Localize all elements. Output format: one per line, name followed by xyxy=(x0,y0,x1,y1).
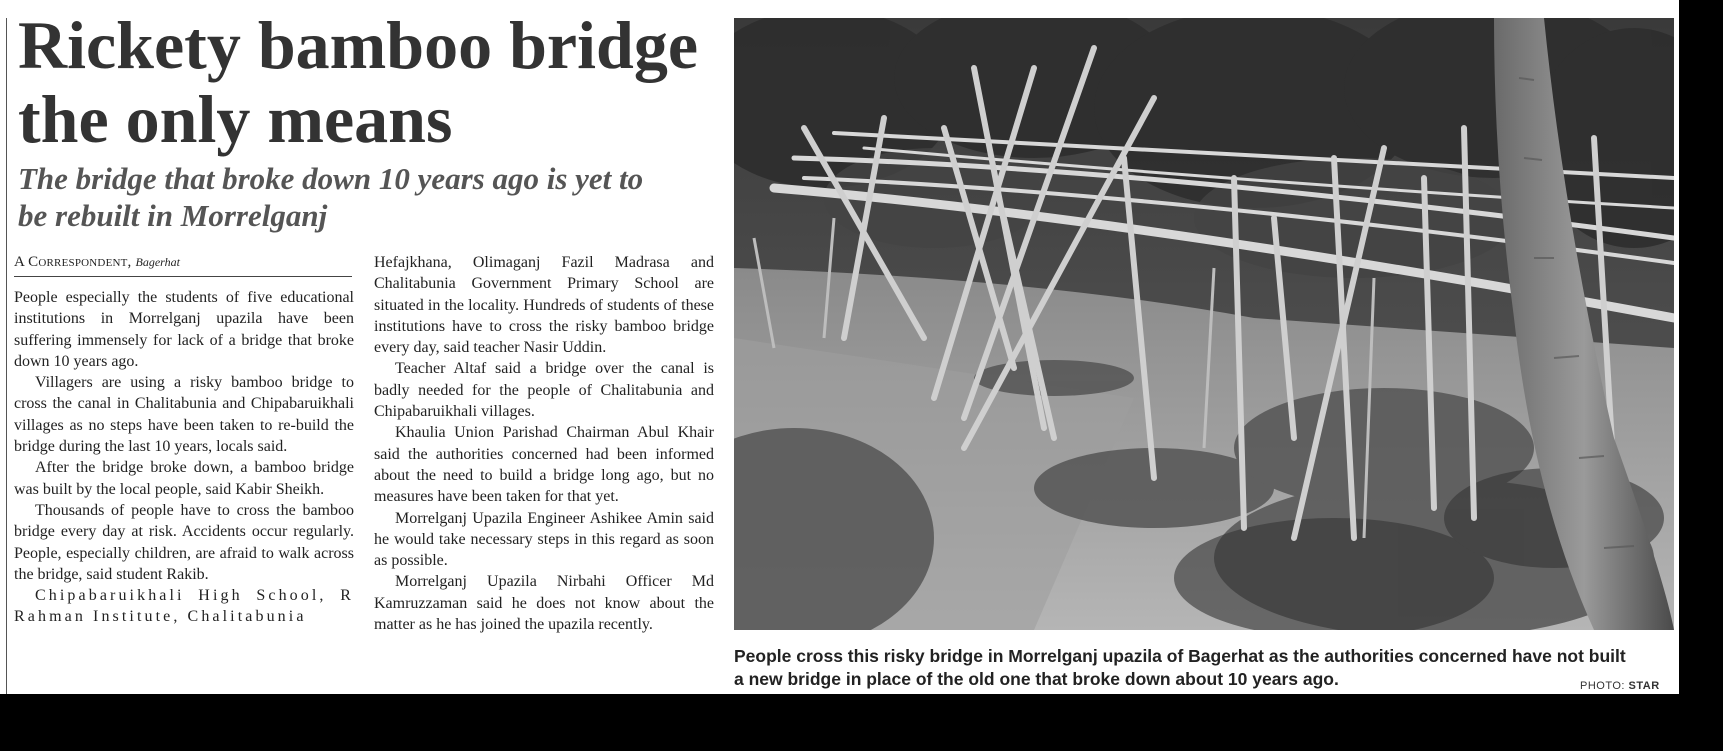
paragraph: Morrelganj Upazila Engineer Ashikee Amin said he would take necessary steps in this regard as soon as possible. xyxy=(374,509,714,570)
byline-place: Bagerhat xyxy=(135,255,180,269)
left-column-rule xyxy=(6,18,7,694)
article-column-2 xyxy=(374,252,714,694)
photo-credit-prefix: PHOTO: xyxy=(1580,680,1625,692)
subheadline-line-1: The bridge that broke down 10 years ago is yet to xyxy=(18,161,644,196)
paragraph: Morrelganj Upazila Nirbahi Officer Md Kamruzzaman said he does not know about the matter as he has joined the upazila recently. xyxy=(374,573,714,634)
photo-credit xyxy=(1580,680,1660,692)
right-page-edge xyxy=(1679,0,1683,694)
paragraph: Villagers are using a risky bamboo bridge to cross the canal in Chalitabunia and Chipabaruikhali villages as no steps have been taken to re-build the bridge during the last 10 years, locals said. xyxy=(14,374,354,456)
paragraph: Hefajkhana, Olimaganj Fazil Madrasa and Chalitabunia Government Primary School are situated in the locality. Hundreds of students of these institutions have to cross the risky bamboo bridge every day, said teacher Nasir Uddin. xyxy=(374,254,714,357)
photo-credit-source: STAR xyxy=(1628,680,1660,692)
headline xyxy=(18,8,738,156)
paragraph: Chipabaruikhali High School, R Rahman Institute, Chalitabunia xyxy=(14,587,354,626)
article-column-1 xyxy=(14,287,354,694)
photo-caption: People cross this risky bridge in Morrelganj upazila of Bagerhat as the authorities concerned have not built a new bridge in place of the old one that broke down about 10 years ago. xyxy=(734,646,1626,689)
headline-line-1: Rickety bamboo bridge xyxy=(18,7,698,83)
paragraph: Thousands of people have to cross the bamboo bridge every day at risk. Accidents occur regularly. People, especially children, are afraid to walk across the bridge, said student Rakib. xyxy=(14,501,354,583)
paragraph: Khaulia Union Parishad Chairman Abul Khair said the authorities concerned had been informed about the need to build a bridge long ago, but no measures have been taken for that yet. xyxy=(374,424,714,506)
byline xyxy=(14,254,352,277)
paragraph: Teacher Altaf said a bridge over the canal is badly needed for the people of Chalitabunia and Chipabaruikhali villages. xyxy=(374,360,714,421)
byline-name: A Correspondent, xyxy=(14,254,132,270)
subheadline-line-2: be rebuilt in Morrelganj xyxy=(18,198,328,233)
paragraph: People especially the students of five educational institutions in Morrelganj upazila have been suffering immensely for lack of a bridge that broke down 10 years ago. xyxy=(14,289,354,370)
headline-line-2: the only means xyxy=(18,81,453,157)
bamboo-bridge-photo xyxy=(734,18,1674,630)
paragraph: After the bridge broke down, a bamboo bridge was built by the local people, said Kabir Sheikh. xyxy=(14,459,354,498)
subheadline xyxy=(18,160,718,234)
